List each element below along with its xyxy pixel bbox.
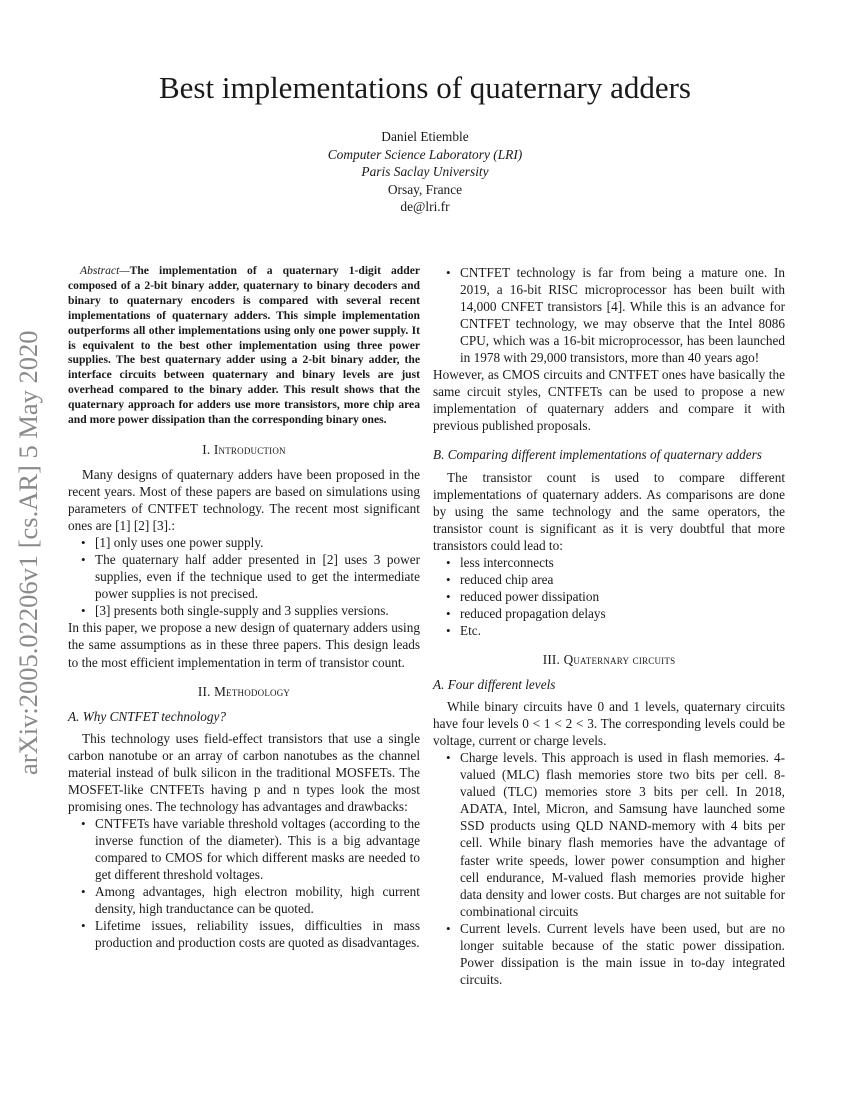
author-email: de@lri.fr bbox=[400, 199, 450, 214]
list-item: • Among advantages, high electron mobility, high current density, high tranductance can be quoted. bbox=[68, 883, 420, 917]
comparison-bullet-list bbox=[433, 554, 785, 639]
quaternary-paragraph-1: While binary circuits have 0 and 1 levels, quaternary circuits have four levels 0 < 1 < 2 < 3. The corresponding levels could be voltage, current or charge levels. bbox=[433, 699, 785, 749]
subsection-heading-why-cntfet: A. Why CNTFET technology? bbox=[68, 708, 227, 724]
cntfet-bullet-list-continued bbox=[433, 264, 785, 366]
section-number: II. bbox=[197, 683, 211, 699]
list-item: • Etc. bbox=[433, 622, 785, 639]
cntfet-bullet-list bbox=[68, 815, 420, 951]
methodology-paragraph-3: The transistor count is used to compare different implementations of quaternary adders. As comparisons are done by using the same technology and the same operators, the transistor count is significant as it is very doubtful that more transistors could lead to: bbox=[433, 469, 785, 553]
arxiv-identifier-stamp: arXiv:2005.02206v1 [cs.AR] 5 May 2020 bbox=[13, 330, 43, 775]
author-affiliation: Computer Science Laboratory (LRI) bbox=[327, 146, 523, 162]
right-column bbox=[433, 264, 785, 988]
subsection-heading-four-levels: A. Four different levels bbox=[433, 677, 556, 693]
levels-bullet-list bbox=[433, 749, 785, 988]
list-item: • The quaternary half adder presented in [2] uses 3 power supplies, even if the technique used to get the intermediate power supplies is not precised. bbox=[68, 551, 420, 602]
list-item: • less interconnects bbox=[433, 554, 785, 571]
list-item: • [1] only uses one power supply. bbox=[68, 534, 420, 551]
list-item: • CNTFET technology is far from being a mature one. In 2019, a 16-bit RISC microprocessor has been built with 14,000 CNFET transistors [4]. While this is an advance for CNTFET technology, we may observe that the Intel 8086 CPU, which was a 16-bit microprocessor, has been launched in 1978 with 29,000 transistors, more than 40 years ago! bbox=[433, 264, 785, 366]
section-title: Methodology bbox=[214, 683, 291, 699]
section-heading-methodology bbox=[68, 683, 420, 700]
abstract bbox=[68, 264, 420, 428]
list-item: • Current levels. Current levels have been used, but are no longer suitable because of the static power dissipation. Power dissipation is the main issue in to-day integrated circuits. bbox=[433, 920, 785, 988]
methodology-paragraph-1: This technology uses field-effect transistors that use a single carbon nanotube or an array of carbon nanotubes as the channel material instead of bulk silicon in the traditional MOSFETs. The MOSFET-like CNTFETs having p and n types look the most promising ones. The technology has advantages and drawbacks: bbox=[68, 730, 420, 814]
section-number: III. bbox=[542, 651, 561, 667]
list-item: • Charge levels. This approach is used in flash memories. 4-valued (MLC) flash memories store two bits per cell. 8-valued (TLC) memories store 3 bits per cell. In 2018, ADATA, Intel, Micron, and Samsung have launched some SSD products using QLD NAND-memory with 4 bits per cell. While binary flash memories have the advantage of faster write speeds, lower power consumption and higher cell endurance, M-valued flash memories provide higher data density and lower costs. But charges are not suitable for combinational circuits bbox=[433, 749, 785, 919]
section-heading-quaternary-circuits bbox=[433, 651, 785, 668]
section-heading-introduction bbox=[68, 441, 420, 458]
section-title: Introduction bbox=[213, 441, 286, 457]
list-item: • reduced power dissipation bbox=[433, 588, 785, 605]
list-item: • CNTFETs have variable threshold voltages (according to the inverse function of the diameter). This is a big advantage compared to CMOS for which different masks are needed to get different threshold voltages. bbox=[68, 815, 420, 883]
list-item: • reduced propagation delays bbox=[433, 605, 785, 622]
left-column bbox=[68, 264, 420, 951]
author-location: Orsay, France bbox=[387, 181, 463, 197]
abstract-label: Abstract— bbox=[80, 264, 130, 277]
subsection-heading-comparing: B. Comparing different implementations of quaternary adders bbox=[433, 447, 762, 463]
list-item: • reduced chip area bbox=[433, 571, 785, 588]
section-number: I. bbox=[202, 441, 211, 457]
methodology-paragraph-2: However, as CMOS circuits and CNTFET ones have basically the same circuit styles, CNTFETs can be used to propose a new implementation of quaternary adders and compare it with previous published proposals. bbox=[433, 367, 785, 434]
abstract-text: The implementation of a quaternary 1-digit adder composed of a 2-bit binary adder, quaternary to binary decoders and binary to quaternary encoders is compared with several recent implementations of quaternary adders. This simple implementation outperforms all other implementations using only one power supply. It is equivalent to the best other implementation using three power supplies. The best quaternary adder using a 2-bit binary adder, the interface circuits between quaternary and binary levels are just overhead compared to the binary adder. This result shows that the quaternary approach for adders use more transistors, more chip area and more power dissipation than the corresponding binary ones. bbox=[68, 264, 420, 427]
intro-paragraph-2: In this paper, we propose a new design of quaternary adders using the same assumptions as in these three papers. This design leads to the most efficient implementation in term of transistor count. bbox=[68, 620, 420, 670]
paper-title: Best implementations of quaternary adders bbox=[158, 70, 691, 105]
intro-bullet-list bbox=[68, 534, 420, 619]
author-block bbox=[0, 128, 850, 216]
list-item: • [3] presents both single-supply and 3 supplies versions. bbox=[68, 602, 420, 619]
author-name: Daniel Etiemble bbox=[381, 129, 469, 144]
list-item: • Lifetime issues, reliability issues, difficulties in mass production and production costs are quoted as disadvantages. bbox=[68, 917, 420, 951]
intro-paragraph-1: Many designs of quaternary adders have been proposed in the recent years. Most of these papers are based on simulations using parameters of CNTFET technology. The recent most significant ones are [1] [2] [3].: bbox=[68, 467, 420, 534]
section-title: Quaternary circuits bbox=[563, 651, 676, 667]
author-university: Paris Saclay University bbox=[361, 164, 489, 179]
